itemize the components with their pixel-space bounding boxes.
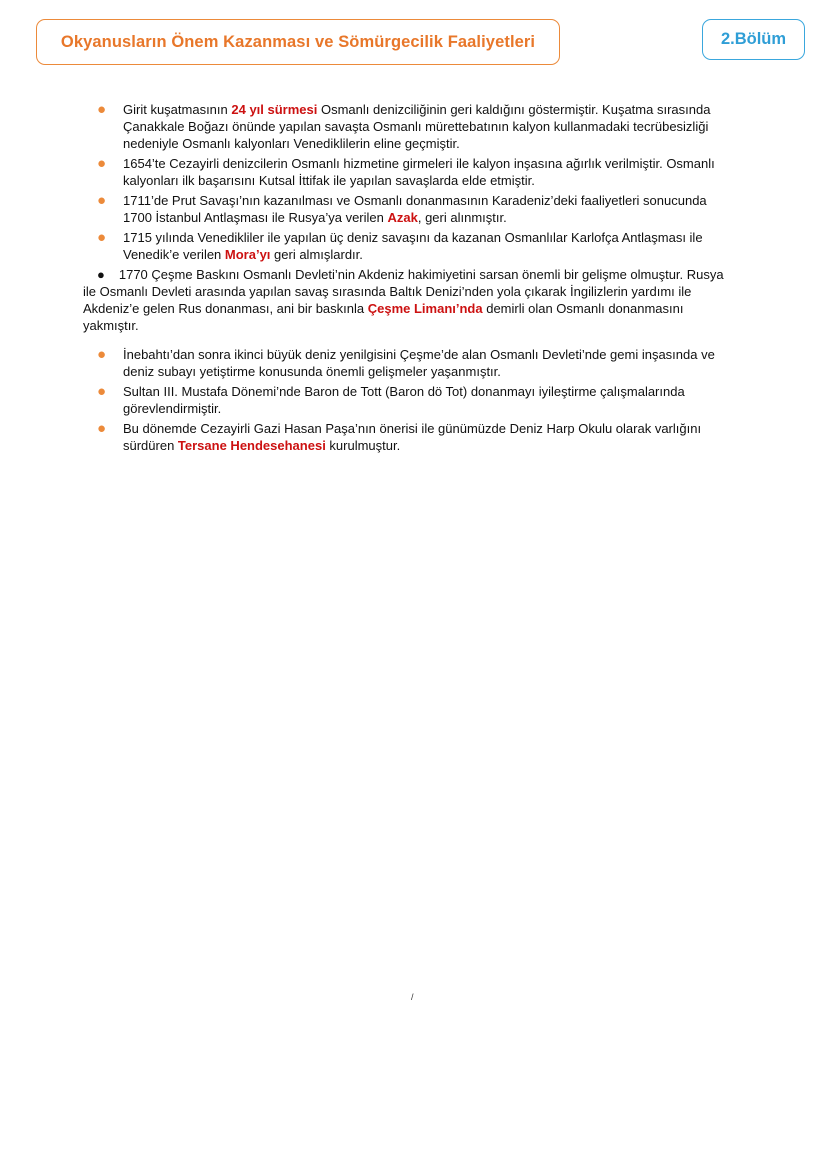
- bullet-icon: ●: [97, 267, 105, 282]
- bullet-icon: ●: [97, 155, 107, 172]
- bullet-icon: ●: [97, 383, 107, 400]
- bullet-icon: ●: [97, 229, 107, 246]
- content-list: [83, 101, 737, 457]
- list-item: ● Sultan III. Mustafa Dönemi’nde Baron de Tott (Baron dö Tot) donanmayı iyileştirme çalışmalarında görevlendirmiştir.: [97, 383, 685, 416]
- list-item: ● 1715 yılında Venedikliler ile yapılan üç deniz savaşını da kazanan Osmanlılar Karlofça Antlaşması ile Venedik’e verilen Mora’yı geri almışlardır.: [97, 229, 703, 262]
- section-badge: [702, 19, 805, 60]
- page-title-box: [36, 19, 560, 65]
- bullet-icon: ●: [97, 192, 107, 209]
- highlight: Azak: [387, 210, 418, 225]
- list-item: ● 1711’de Prut Savaşı’nın kazanılması ve Osmanlı donanmasının Karadeniz’deki faaliyetleri sonucunda 1700 İstanbul Antlaşması ile Rusya’ya verilen Azak, geri alınmıştır.: [97, 192, 707, 225]
- highlight: Çeşme Limanı’nda: [367, 301, 483, 316]
- list-item: ● Bu dönemde Cezayirli Gazi Hasan Paşa’nın önerisi ile günümüzde Deniz Harp Okulu olarak varlığını sürdüren Tersane Hendesehanesi kurulmuştur.: [97, 420, 702, 453]
- bullet-icon: ●: [97, 101, 107, 118]
- bullet-icon: ●: [97, 346, 107, 363]
- list-item: ● Girit kuşatmasının 24 yıl sürmesi Osmanlı denizciliğinin geri kaldığını göstermiştir. Kuşatma sırasında Çanakkale Boğazı önünde yapılan savaşta Osmanlı mürettebatının kalyon kullanmadaki tecrübesizliği nedeniyle Osmanlı kalyonları Venediklilerin eline geçmiştir.: [97, 101, 711, 151]
- page-title: Okyanusların Önem Kazanması ve Sömürgecilik Faaliyetleri: [60, 32, 536, 51]
- highlight: Mora’yı: [224, 247, 271, 262]
- highlight: Tersane Hendesehanesi: [177, 438, 326, 453]
- highlight: 24 yıl sürmesi: [231, 102, 318, 117]
- list-item: ● İnebahtı’dan sonra ikinci büyük deniz yenilgisini Çeşme’de alan Osmanlı Devleti’nde gemi inşasında ve deniz subayı yetiştirme konusunda önemli gelişmeler yaşanmıştır.: [97, 346, 715, 379]
- page-mark: /: [411, 992, 414, 1002]
- list-item: ● 1654’te Cezayirli denizcilerin Osmanlı hizmetine girmeleri ile kalyon inşasına ağırlık verilmiştir. Osmanlı kalyonları ilk başarısını Kutsal İttifak ile yapılan savaşlarda elde etmiştir.: [97, 155, 715, 188]
- paragraph: ● 1770 Çeşme Baskını Osmanlı Devleti’nin Akdeniz hakimiyetini sarsan önemli bir gelişme olmuştur. Rusya ile Osmanlı Devleti arasında yapılan savaş sırasında Baltık Denizi’nden yola çıkarak İngilizlerin yardımı ile Akdeniz’e gelen Rus donanması, ani bir baskınla Çeşme Limanı’nda demirli olan Osmanlı donanmasını yakmıştır.: [83, 267, 724, 333]
- section-label: 2.Bölüm: [720, 30, 787, 48]
- bullet-icon: ●: [97, 420, 107, 437]
